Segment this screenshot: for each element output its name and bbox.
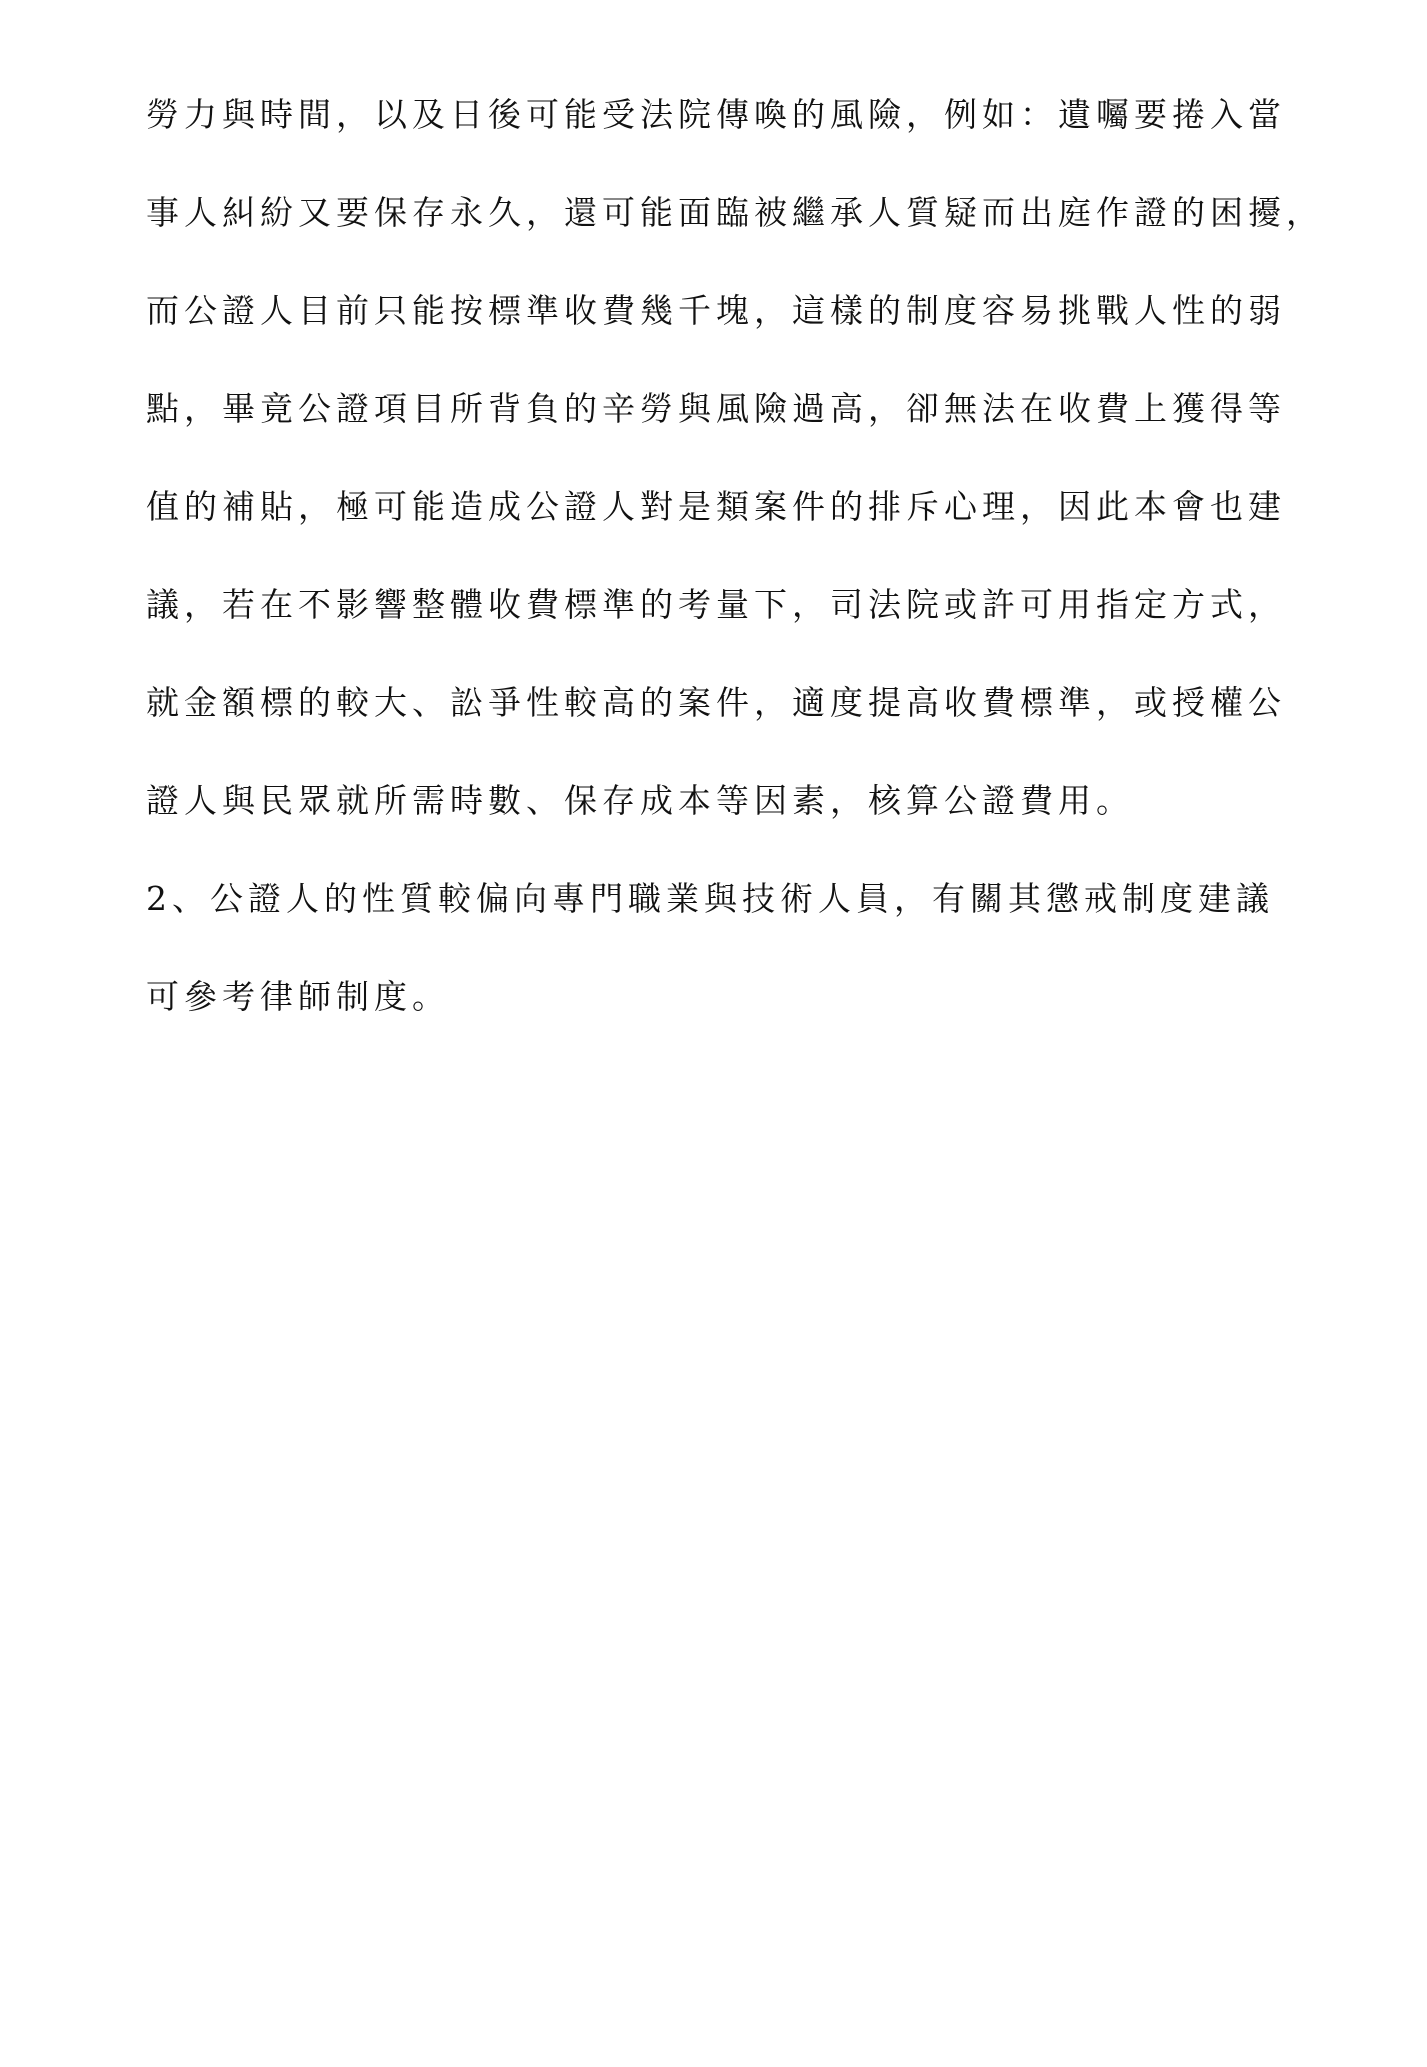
text-line-item-2: 2、公證人的性質較偏向專門職業與技術人員，有關其懲戒制度建議 (146, 879, 1274, 918)
text-line: 證人與民眾就所需時數、保存成本等因素，核算公證費用。 (146, 781, 1134, 820)
text-line: 而公證人目前只能按標準收費幾千塊，這樣的制度容易挑戰人性的弱 (146, 291, 1286, 330)
text-line: 可參考律師制度。 (146, 977, 450, 1016)
text-line: 事人糾紛又要保存永久，還可能面臨被繼承人質疑而出庭作證的困擾， (146, 193, 1324, 232)
text-line: 點，畢竟公證項目所背負的辛勞與風險過高，卻無法在收費上獲得等 (146, 389, 1286, 428)
text-line: 勞力與時間，以及日後可能受法院傳喚的風險，例如：遺囑要捲入當 (146, 95, 1286, 134)
text-line: 議，若在不影響整體收費標準的考量下，司法院或許可用指定方式， (146, 585, 1286, 624)
document-body (146, 66, 1346, 1046)
text-line: 就金額標的較大、訟爭性較高的案件，適度提高收費標準，或授權公 (146, 683, 1286, 722)
text-line: 值的補貼，極可能造成公證人對是類案件的排斥心理，因此本會也建 (146, 487, 1286, 526)
